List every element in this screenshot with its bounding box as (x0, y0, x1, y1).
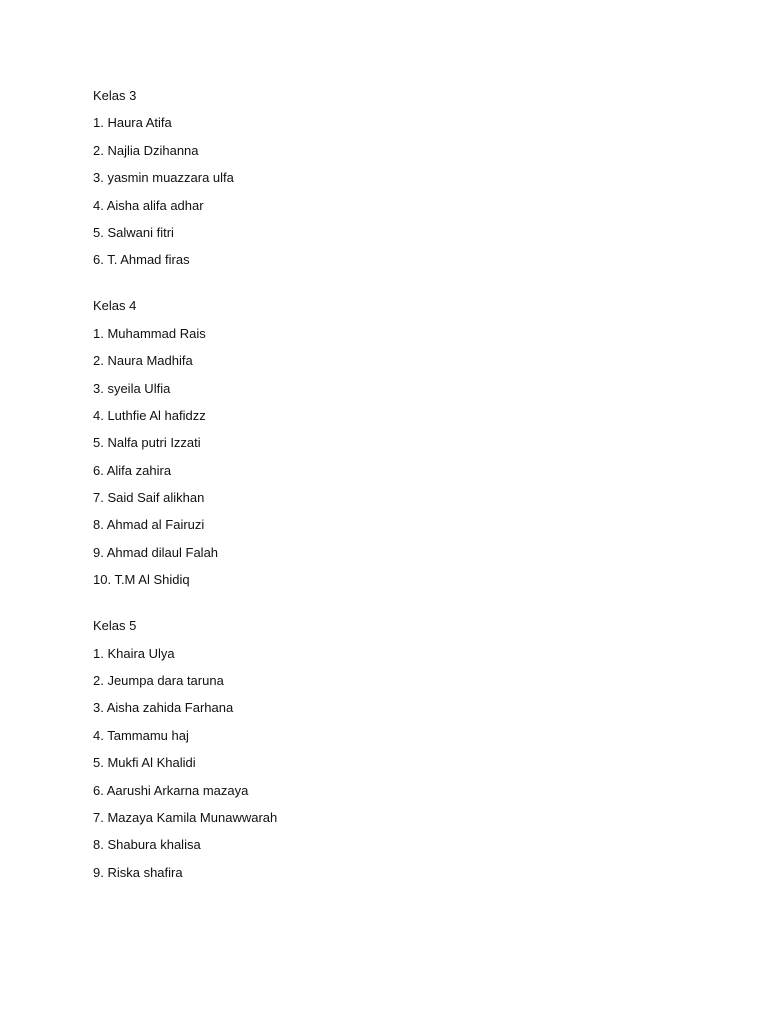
list-item: 5. Nalfa putri Izzati (93, 435, 201, 451)
list-item: 10. T.M Al Shidiq (93, 572, 190, 588)
list-item: 1. Muhammad Rais (93, 325, 206, 341)
section-heading: Kelas 3 (93, 88, 137, 103)
list-item: 4. Tammamu haj (93, 727, 189, 743)
list-item: 8. Ahmad al Fairuzi (93, 517, 205, 533)
list-item: 8. Shabura khalisa (93, 837, 201, 853)
list-item: 7. Said Saif alikhan (93, 490, 205, 506)
list-item: 2. Naura Madhifa (93, 353, 193, 369)
list-item: 9. Ahmad dilaul Falah (93, 544, 219, 560)
list-item: 9. Riska shafira (93, 864, 183, 880)
list-item: 5. Salwani fitri (93, 224, 174, 240)
list-item: 3. syeila Ulfia (93, 380, 171, 396)
section-kelas-4 (93, 296, 693, 589)
list-item: 3. yasmin muazzara ulfa (93, 170, 234, 186)
section-kelas-3 (93, 86, 693, 269)
list-item: 5. Mukfi Al Khalidi (93, 755, 196, 771)
list-item: 3. Aisha zahida Farhana (93, 700, 234, 716)
section-heading: Kelas 5 (93, 618, 137, 634)
list-item: 6. Aarushi Arkarna mazaya (93, 782, 249, 798)
list-item: 2. Jeumpa dara taruna (93, 673, 224, 689)
list-item: 4. Aisha alifa adhar (93, 197, 204, 213)
section-heading: Kelas 4 (93, 298, 137, 314)
list-item: 1. Haura Atifa (93, 115, 172, 131)
list-item: 6. Alifa zahira (93, 462, 172, 478)
list-item: 6. T. Ahmad firas (93, 252, 190, 268)
section-kelas-5 (93, 616, 693, 882)
list-item: 7. Mazaya Kamila Munawwarah (93, 809, 278, 825)
list-item: 1. Khaira Ulya (93, 645, 175, 661)
list-item: 4. Luthfie Al hafidzz (93, 407, 206, 423)
document-page (93, 86, 693, 890)
list-item: 2. Najlia Dzihanna (93, 142, 199, 158)
